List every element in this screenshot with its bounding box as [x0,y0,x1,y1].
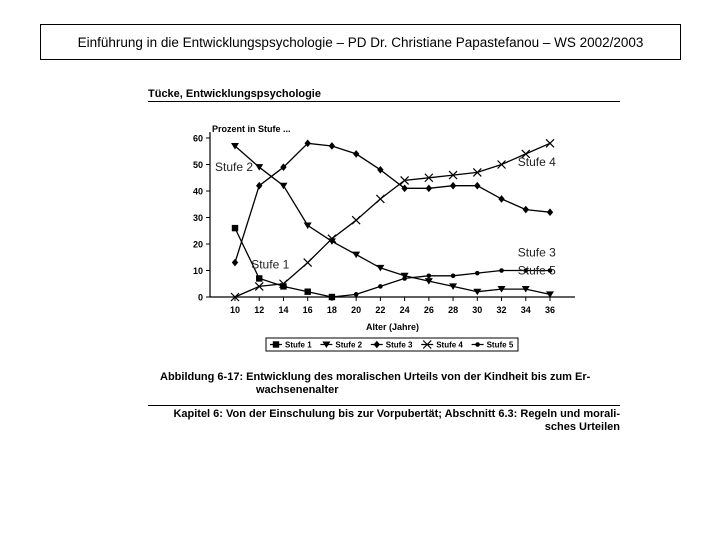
diamond-marker [353,150,359,158]
diamond-marker [401,185,407,193]
x-marker [498,161,506,169]
diamond-marker [474,182,480,190]
legend-marker [475,342,480,347]
data-point [353,150,359,158]
y-tick-label: 60 [192,133,203,144]
dot-marker [330,295,335,300]
data-point [304,289,310,295]
data-point [256,275,262,281]
data-point [376,195,384,203]
data-point [451,274,456,279]
x-tick-label: 12 [254,305,265,315]
x-marker [304,259,312,267]
diamond-marker [450,182,456,190]
data-point [279,183,287,190]
x-tick-label: 10 [229,305,241,315]
data-point [256,182,262,190]
data-point [330,295,335,300]
dot-marker [378,284,383,289]
x-tick-label: 18 [326,305,337,315]
y-tick-label: 30 [192,213,203,223]
x-tick-label: 22 [375,305,386,315]
data-point [426,185,432,193]
legend-marker [273,341,279,347]
data-point [499,268,504,273]
legend-label: Stufe 1 [285,340,312,350]
x-marker [352,216,360,224]
square-marker [256,275,262,281]
data-point [474,182,480,190]
x-tick-label: 14 [278,305,289,315]
series-annotation: Stufe 2 [215,159,254,174]
data-point [401,185,407,193]
series-stufe-2 [231,143,554,298]
x-tick-label: 30 [472,305,483,315]
data-point [475,271,480,276]
legend-label: Stufe 3 [385,340,413,350]
data-point [377,166,383,174]
legend-label: Stufe 2 [335,340,363,350]
data-point [329,142,335,150]
data-point [354,292,359,297]
figure-caption-line-1: Abbildung 6-17: Entwicklung des moralischen Urteils von der Kindheit bis zum Er- [160,371,591,383]
data-point [232,225,238,231]
chapter-footer [148,408,620,434]
data-point [450,182,456,190]
series-stufe-4 [231,139,554,301]
figure-caption [160,371,610,397]
figure-caption-line-2: wachsenenalter [256,384,339,396]
diamond-marker [547,208,553,216]
series-annotation: Stufe 4 [517,154,556,169]
diamond-marker [377,166,383,174]
x-tick-label: 16 [302,305,313,315]
y-tick-label: 50 [192,160,203,170]
data-point [498,161,506,169]
diamond-marker [498,195,504,203]
data-point [376,265,384,272]
square-marker [304,289,310,295]
diamond-marker [329,142,335,150]
legend-label: Stufe 4 [436,340,463,350]
data-point [498,195,504,203]
dot-marker [475,271,480,276]
x-tick-label: 36 [544,305,556,315]
diamond-marker [426,185,432,193]
x-axis-label: Alter (Jahre) [365,322,420,332]
chapter-footer-line-2: sches Urteilen [544,421,620,433]
x-tick-label: 26 [423,305,434,315]
triangle-marker [376,265,384,272]
series-annotation: Stufe 5 [517,263,556,278]
dot-marker [402,276,407,281]
data-point [402,276,407,281]
triangle-marker [352,252,360,259]
dot-marker [475,342,480,347]
dot-marker [451,274,456,279]
x-tick-label: 20 [351,305,362,315]
diamond-marker [523,206,529,214]
legend-label: Stufe 5 [486,340,514,350]
x-tick-label: 24 [399,305,410,315]
series-line [235,143,550,262]
y-axis-label: Prozent in Stufe ... [212,124,291,134]
dot-marker [354,292,359,297]
data-point [546,139,554,147]
data-point [547,208,553,216]
data-point [427,274,432,279]
diamond-marker [256,182,262,190]
x-marker [376,195,384,203]
chart-legend [266,338,518,351]
triangle-marker [279,183,287,190]
series-annotation: Stufe 1 [251,257,290,272]
square-marker [273,341,279,347]
y-tick-label: 10 [192,266,203,276]
bottom-rule [148,405,620,406]
square-marker [232,225,238,231]
x-tick-label: 28 [448,305,459,315]
data-point [523,206,529,214]
data-point [378,284,383,289]
data-point [304,259,312,267]
data-point [352,252,360,259]
dot-marker [499,268,504,273]
diamond-marker [232,259,238,267]
x-marker [546,139,554,147]
series-annotation: Stufe 3 [517,245,556,260]
x-tick-label: 32 [496,305,507,315]
dot-marker [427,274,432,279]
y-tick-label: 20 [192,239,203,250]
data-point [352,216,360,224]
y-tick-label: 40 [192,186,203,197]
series-stufe-3 [232,140,553,267]
y-tick-label: 0 [197,292,203,303]
chapter-footer-line-1: Kapitel 6: Von der Einschulung bis zur Vorpubertät; Abschnitt 6.3: Regeln und morali- [173,408,620,420]
x-tick-label: 34 [520,305,531,315]
slide-header-title: Einführung in die Entwicklungspsychologie – PD Dr. Christiane Papastefanou – WS 2002/2003 [77,34,644,50]
data-point [232,259,238,267]
figure-source-title: Tücke, Entwicklungspsychologie [148,88,321,100]
